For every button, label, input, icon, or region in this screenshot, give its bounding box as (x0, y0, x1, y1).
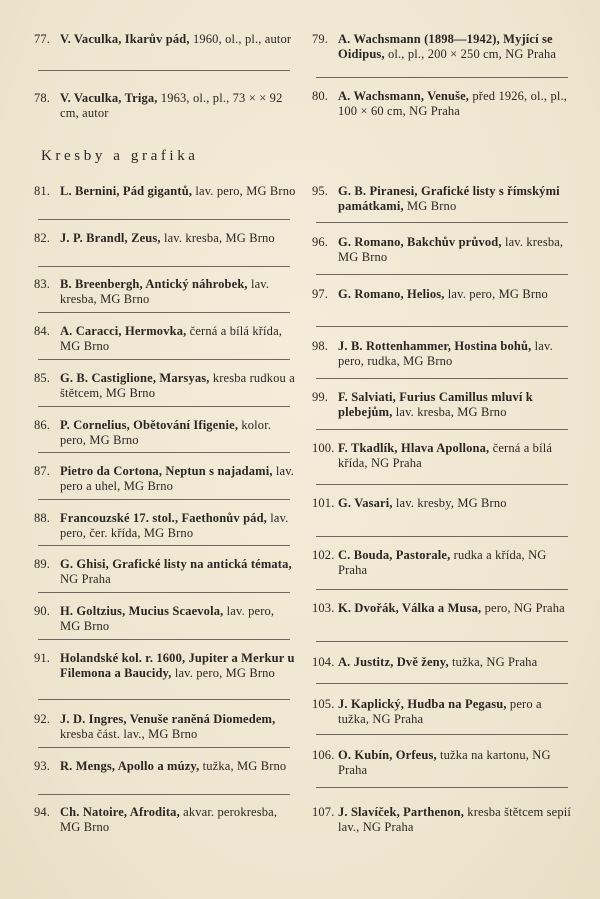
catalog-entry (34, 184, 296, 199)
entry-text (60, 651, 296, 681)
catalog-entry (312, 548, 574, 578)
catalog-entry (34, 651, 296, 681)
catalog-entry (312, 748, 574, 778)
entry-artist-title: Ch. Natoire, Afrodita, (60, 805, 180, 819)
entry-text (60, 805, 296, 835)
entry-text (60, 231, 296, 246)
entry-text (60, 277, 296, 307)
entry-artist-title: A. Caracci, Hermovka, (60, 324, 187, 338)
entry-details: lav. pero, rudka, MG Brno (338, 339, 553, 368)
entry-details: kolor. pero, MG Brno (60, 418, 272, 447)
entry-text (60, 557, 296, 587)
entry-details: lav. kresba, MG Brno (392, 404, 507, 419)
entry-text (60, 604, 296, 634)
entry-number: 93. (34, 759, 51, 773)
entry-artist-title: A. Justitz, Dvě ženy, (338, 655, 449, 669)
entry-artist-title: A. Wachsmann (1898—1942), Myjící se Oidipus, (338, 32, 553, 61)
entry-number: 90. (34, 604, 51, 618)
entry-details: lav. pero, MG Brno (192, 184, 296, 198)
entry-artist-title: Pietro da Cortona, Neptun s najadami, (60, 464, 273, 478)
entry-details: lav. kresby, MG Brno (392, 496, 507, 510)
entry-details: 1960, ol., pl., autor (189, 32, 292, 46)
entry-text (60, 371, 296, 401)
entry-details: rudka a křída, NG Praha (338, 548, 547, 577)
entry-number: 78. (34, 91, 51, 105)
entry-details: lav. kresba, MG Brno (60, 277, 270, 306)
catalog-entry (34, 464, 296, 494)
entry-divider (316, 641, 568, 642)
entry-artist-title: K. Dvořák, Válka a Musa, (338, 601, 482, 615)
entry-text (60, 759, 296, 774)
catalog-entry (312, 184, 574, 214)
entry-text (338, 235, 574, 265)
entry-artist-title: J. P. Brandl, Zeus, (60, 231, 161, 245)
entry-details: MG Brno (403, 198, 457, 213)
entry-number: 81. (34, 184, 51, 198)
entry-artist-title: J. Kaplický, Hudba na Pegasu, (338, 697, 507, 711)
entry-details: lav. pero, MG Brno (171, 665, 275, 680)
entry-divider (38, 545, 290, 546)
entry-number: 100. (312, 441, 335, 455)
entry-divider (38, 499, 290, 500)
entry-number: 77. (34, 32, 51, 46)
entry-artist-title: F. Salviati, Furius Camillus mluví k plebejům, (338, 390, 533, 419)
entry-artist-title: Holandské kol. r. 1600, Jupiter a Merkur u Filemona a Baucidy, (60, 651, 295, 680)
entry-number: 105. (312, 697, 335, 711)
entry-divider (38, 794, 290, 795)
entry-text (338, 748, 574, 778)
entry-divider (316, 484, 568, 485)
entry-number: 94. (34, 805, 51, 819)
entry-divider (38, 219, 290, 220)
catalog-entry (312, 339, 574, 369)
entry-text (338, 548, 574, 578)
entry-divider (38, 747, 290, 748)
entry-details: lav. kresba, MG Brno (160, 231, 275, 245)
entry-details: černá a bílá křída, MG Brno (60, 324, 283, 353)
entry-divider (38, 266, 290, 267)
entry-details: kresba část. lav., MG Brno (60, 726, 198, 741)
entry-number: 96. (312, 235, 329, 249)
entry-artist-title: V. Vaculka, Ikarův pád, (60, 32, 190, 46)
catalog-entry (312, 32, 574, 62)
entry-divider (38, 312, 290, 313)
entry-details: lav. kresba, MG Brno (338, 235, 564, 264)
entry-text (338, 697, 574, 727)
catalog-entry (312, 235, 574, 265)
entry-text (338, 441, 574, 471)
catalog-entry (312, 805, 574, 835)
catalog-entry (312, 441, 574, 471)
catalog-entry (34, 418, 296, 448)
entry-details: lav. pero a uhel, MG Brno (60, 464, 295, 493)
entry-artist-title: J. Slavíček, Parthenon, (338, 805, 465, 819)
entry-artist-title: F. Tkadlík, Hlava Apollona, (338, 441, 490, 455)
entry-details: tužka, NG Praha (448, 655, 538, 669)
entry-divider (316, 536, 568, 537)
entry-number: 92. (34, 712, 51, 726)
entry-artist-title: G. Romano, Helios, (338, 287, 445, 301)
catalog-entry (34, 371, 296, 401)
entry-text (338, 655, 574, 670)
entry-artist-title: G. B. Piranesi, Grafické listy s římskými památkami, (338, 184, 560, 213)
entry-number: 85. (34, 371, 51, 385)
entry-details: tužka, MG Brno (199, 759, 287, 773)
entry-text (338, 339, 574, 369)
entry-artist-title: Francouzské 17. stol., Faethonův pád, (60, 511, 267, 525)
entry-number: 87. (34, 464, 51, 478)
entry-divider (316, 77, 568, 78)
entry-number: 82. (34, 231, 51, 245)
catalog-entry (34, 557, 296, 587)
entry-details: NG Praha (60, 571, 111, 586)
entry-number: 99. (312, 390, 329, 404)
entry-number: 79. (312, 32, 329, 46)
catalog-entry (34, 91, 296, 121)
entry-artist-title: H. Goltzius, Mucius Scaevola, (60, 604, 224, 618)
entry-divider (38, 359, 290, 360)
entry-text (60, 184, 296, 199)
entry-artist-title: J. D. Ingres, Venuše raněná Diomedem, (60, 712, 276, 726)
entry-details: kresba rudkou a štětcem, MG Brno (60, 371, 295, 400)
entry-artist-title: P. Cornelius, Obětování Ifigenie, (60, 418, 239, 432)
entry-divider (316, 787, 568, 788)
entry-divider (316, 222, 568, 223)
entry-divider (316, 589, 568, 590)
entry-number: 102. (312, 548, 335, 562)
entry-divider (38, 406, 290, 407)
entry-details: ol., pl., 200 × 250 cm, NG Praha (384, 46, 557, 61)
entry-number: 83. (34, 277, 51, 291)
entry-divider (316, 378, 568, 379)
entry-divider (316, 683, 568, 684)
entry-number: 88. (34, 511, 51, 525)
catalog-entry (312, 390, 574, 420)
entry-artist-title: C. Bouda, Pastorale, (338, 548, 451, 562)
entry-artist-title: G. Ghisi, Grafické listy na antická témata, (60, 557, 292, 571)
entry-artist-title: G. Romano, Bakchův průvod, (338, 235, 502, 249)
entry-text (60, 418, 296, 448)
catalog-entry (312, 496, 574, 511)
entry-number: 95. (312, 184, 329, 198)
entry-text (338, 32, 574, 62)
entry-artist-title: R. Mengs, Apollo a múzy, (60, 759, 200, 773)
entry-text (338, 805, 574, 835)
entry-number: 103. (312, 601, 335, 615)
entry-text (60, 464, 296, 494)
entry-details: kresba štětcem sepií lav., NG Praha (338, 805, 571, 834)
catalog-entry (312, 601, 574, 616)
entry-details: pero a tužka, NG Praha (338, 697, 542, 726)
entry-text (60, 511, 296, 541)
entry-details: lav. pero, MG Brno (444, 287, 548, 301)
entry-details: před 1926, ol., pl., 100 × 60 cm, NG Praha (338, 89, 568, 118)
entry-text (338, 390, 574, 420)
catalog-entry (34, 712, 296, 742)
entry-number: 86. (34, 418, 51, 432)
catalog-entry (34, 805, 296, 835)
entry-text (60, 32, 296, 47)
catalog-entry (34, 231, 296, 246)
catalog-entry (34, 759, 296, 774)
entry-number: 89. (34, 557, 51, 571)
catalog-entry (34, 324, 296, 354)
entry-divider (316, 274, 568, 275)
entry-artist-title: B. Breenbergh, Antický náhrobek, (60, 277, 248, 291)
entry-divider (38, 639, 290, 640)
entry-number: 104. (312, 655, 335, 669)
entry-details: lav. pero, čer. křída, MG Brno (60, 511, 289, 540)
entry-artist-title: O. Kubín, Orfeus, (338, 748, 437, 762)
catalog-entry (34, 277, 296, 307)
entry-number: 101. (312, 496, 335, 510)
entry-details: tužka na kartonu, NG Praha (338, 748, 551, 777)
entry-text (338, 287, 574, 302)
entry-artist-title: A. Wachsmann, Venuše, (338, 89, 470, 103)
entry-details: pero, NG Praha (481, 601, 565, 615)
catalog-entry (312, 287, 574, 302)
entry-text (60, 91, 296, 121)
entry-divider (38, 452, 290, 453)
entry-artist-title: V. Vaculka, Triga, (60, 91, 158, 105)
entry-divider (316, 734, 568, 735)
entry-details: 1963, ol., pl., 73 × × 92 cm, autor (60, 91, 283, 120)
entry-artist-title: G. Vasari, (338, 496, 393, 510)
entry-divider (316, 326, 568, 327)
entry-number: 80. (312, 89, 329, 103)
entry-number: 106. (312, 748, 335, 762)
entry-text (338, 89, 574, 119)
entry-divider (316, 429, 568, 430)
entry-number: 97. (312, 287, 329, 301)
entry-number: 84. (34, 324, 51, 338)
catalog-entry (34, 32, 296, 47)
entry-divider (38, 699, 290, 700)
catalog-entry (34, 511, 296, 541)
entry-text (60, 324, 296, 354)
entry-divider (38, 592, 290, 593)
entry-text (338, 496, 574, 511)
catalog-entry (312, 697, 574, 727)
entry-details: lav. pero, MG Brno (60, 604, 275, 633)
entry-number: 98. (312, 339, 329, 353)
entry-text (338, 601, 574, 616)
entry-divider (38, 70, 290, 71)
entry-artist-title: G. B. Castiglione, Marsyas, (60, 371, 210, 385)
entry-number: 107. (312, 805, 335, 819)
entry-artist-title: L. Bernini, Pád gigantů, (60, 184, 193, 198)
entry-number: 91. (34, 651, 51, 665)
entry-details: akvar. perokresba, MG Brno (60, 805, 278, 834)
catalog-entry (312, 89, 574, 119)
section-heading: Kresby a grafika (41, 148, 199, 164)
catalog-entry (34, 604, 296, 634)
entry-text (60, 712, 296, 742)
entry-text (338, 184, 574, 214)
entry-artist-title: J. B. Rottenhammer, Hostina bohů, (338, 339, 532, 353)
entry-details: černá a bílá křída, NG Praha (338, 441, 553, 470)
catalog-entry (312, 655, 574, 670)
